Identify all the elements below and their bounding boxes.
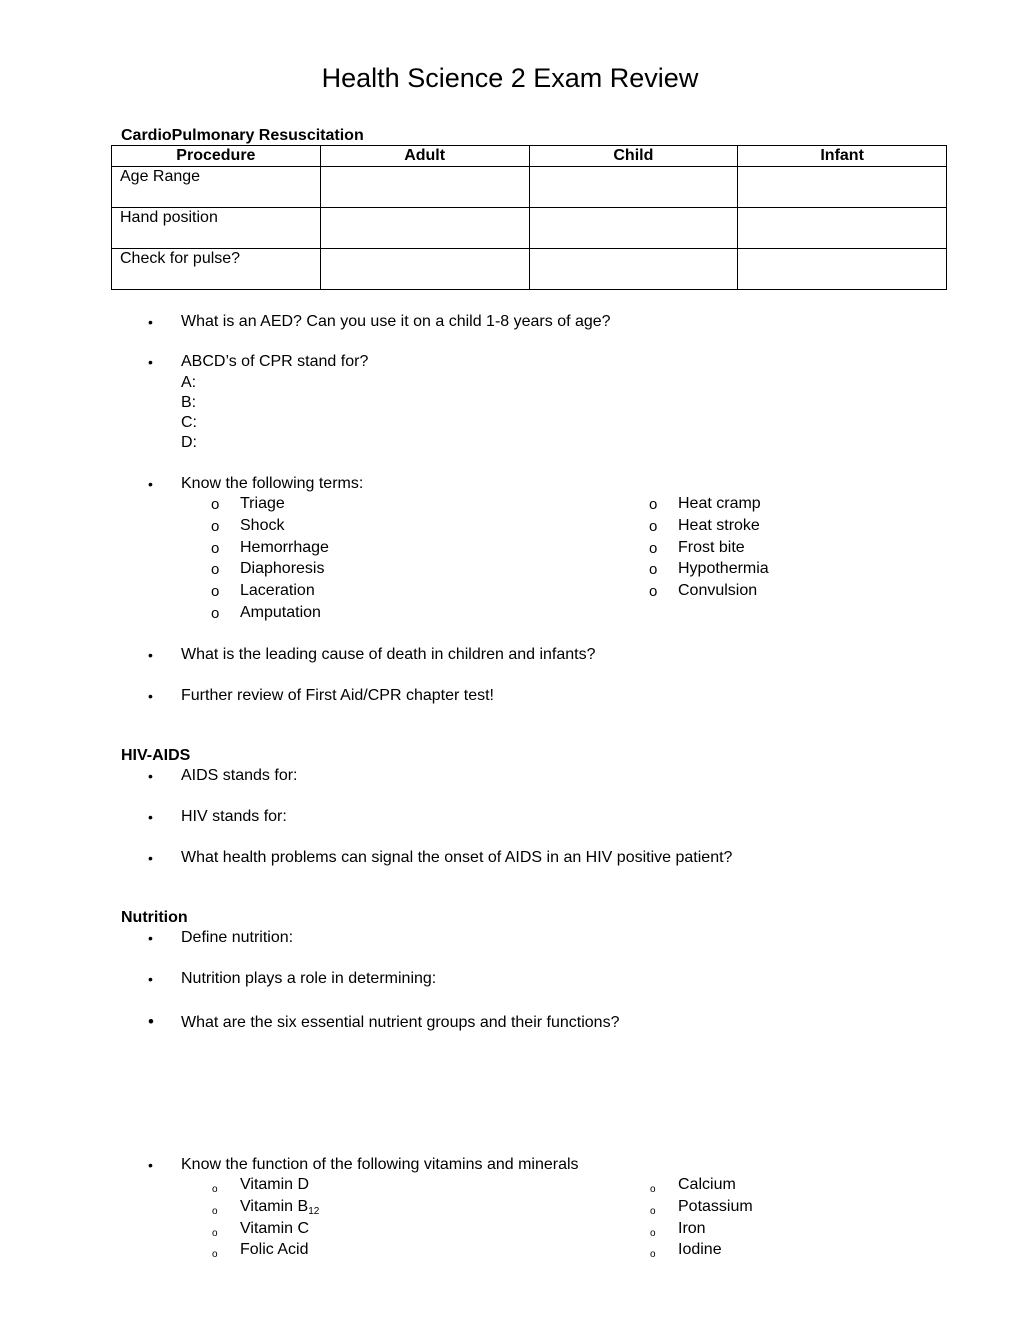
abcd-item-b: B:: [181, 394, 197, 411]
vitamin-c: Vitamin C: [240, 1220, 310, 1237]
row-label-age-range: Age Range: [112, 167, 321, 208]
row-label-check-pulse: Check for pulse?: [112, 249, 321, 290]
vitamin-b-subscript: 12: [308, 1206, 320, 1217]
bullet-icon: •: [148, 354, 153, 370]
table-row: [112, 208, 947, 249]
bullet-icon: •: [148, 314, 153, 330]
nutrition-heading: Nutrition: [121, 909, 188, 926]
table-cell: [738, 167, 947, 208]
term-hemorrhage: Hemorrhage: [240, 539, 329, 556]
sub-bullet-icon: o: [212, 1228, 218, 1239]
table-cell: [320, 167, 529, 208]
abcd-question: ABCD’s of CPR stand for?: [181, 353, 369, 370]
sub-bullet-icon: o: [212, 1206, 218, 1217]
table-cell: [320, 249, 529, 290]
table-cell: [529, 249, 738, 290]
sub-bullet-icon: o: [649, 496, 658, 513]
sub-bullet-icon: o: [211, 496, 220, 513]
bullet-icon: •: [148, 1157, 153, 1173]
iodine: Iodine: [678, 1241, 722, 1258]
term-laceration: Laceration: [240, 582, 315, 599]
hiv-heading: HIV-AIDS: [121, 747, 191, 764]
terms-intro: Know the following terms:: [181, 475, 364, 492]
abcd-item-a: A:: [181, 374, 197, 391]
term-heat-cramp: Heat cramp: [678, 495, 761, 512]
iron: Iron: [678, 1220, 706, 1237]
table-cell: [529, 208, 738, 249]
row-label-hand-position: Hand position: [112, 208, 321, 249]
table-cell: [529, 167, 738, 208]
sub-bullet-icon: o: [650, 1184, 656, 1195]
nutrition-role-question: Nutrition plays a role in determining:: [181, 970, 437, 987]
cpr-table-header-row: [112, 146, 947, 167]
bullet-icon: •: [148, 768, 153, 784]
cpr-table: [111, 145, 947, 290]
sub-bullet-icon: o: [212, 1184, 218, 1195]
sub-bullet-icon: o: [649, 540, 658, 557]
vitamin-b-label: Vitamin B: [240, 1198, 309, 1215]
calcium: Calcium: [678, 1176, 736, 1193]
sub-bullet-icon: o: [649, 518, 658, 535]
bullet-icon: •: [148, 647, 153, 663]
further-review-note: Further review of First Aid/CPR chapter test!: [181, 687, 494, 704]
bullet-icon: •: [148, 850, 153, 866]
bullet-icon: •: [148, 476, 153, 492]
table-header-procedure: Procedure: [112, 146, 321, 167]
sub-bullet-icon: o: [211, 583, 220, 600]
hiv-question: HIV stands for:: [181, 808, 287, 825]
abcd-item-d: D:: [181, 434, 197, 451]
sub-bullet-icon: o: [650, 1206, 656, 1217]
sub-bullet-icon: o: [650, 1249, 656, 1260]
term-convulsion: Convulsion: [678, 582, 758, 599]
bullet-icon: •: [148, 930, 153, 946]
leading-cause-question: What is the leading cause of death in children and infants?: [181, 646, 596, 663]
table-row: [112, 249, 947, 290]
table-cell: [320, 208, 529, 249]
cpr-heading: CardioPulmonary Resuscitation: [121, 127, 364, 144]
sub-bullet-icon: o: [211, 540, 220, 557]
folic-acid: Folic Acid: [240, 1241, 309, 1258]
term-hypothermia: Hypothermia: [678, 560, 769, 577]
sub-bullet-icon: o: [649, 561, 658, 578]
term-heat-stroke: Heat stroke: [678, 517, 760, 534]
bullet-icon: •: [148, 971, 153, 987]
sub-bullet-icon: o: [212, 1249, 218, 1260]
page-title: Health Science 2 Exam Review: [321, 63, 699, 93]
abcd-item-c: C:: [181, 414, 197, 431]
bullet-icon: •: [148, 1012, 154, 1031]
bullet-icon: •: [148, 688, 153, 704]
table-header-child: Child: [529, 146, 738, 167]
sub-bullet-icon: o: [211, 518, 220, 535]
table-header-adult: Adult: [320, 146, 529, 167]
nutrient-groups-question: What are the six essential nutrient groups and their functions?: [181, 1014, 620, 1031]
term-amputation: Amputation: [240, 604, 321, 621]
table-header-infant: Infant: [738, 146, 947, 167]
aed-question: What is an AED? Can you use it on a child 1-8 years of age?: [181, 313, 611, 330]
table-cell: [738, 208, 947, 249]
table-cell: [738, 249, 947, 290]
vitamins-intro: Know the function of the following vitamins and minerals: [181, 1156, 579, 1173]
define-nutrition-question: Define nutrition:: [181, 929, 294, 946]
sub-bullet-icon: o: [649, 583, 658, 600]
term-shock: Shock: [240, 517, 285, 534]
vitamin-b12: [240, 1197, 319, 1219]
table-row: [112, 167, 947, 208]
term-frost-bite: Frost bite: [678, 539, 745, 556]
bullet-icon: •: [148, 809, 153, 825]
aids-onset-question: What health problems can signal the onset of AIDS in an HIV positive patient?: [181, 849, 733, 866]
aids-question: AIDS stands for:: [181, 767, 298, 784]
term-diaphoresis: Diaphoresis: [240, 560, 325, 577]
potassium: Potassium: [678, 1198, 753, 1215]
sub-bullet-icon: o: [211, 561, 220, 578]
vitamin-d: Vitamin D: [240, 1176, 310, 1193]
sub-bullet-icon: o: [650, 1228, 656, 1239]
sub-bullet-icon: o: [211, 605, 220, 622]
term-triage: Triage: [240, 495, 285, 512]
